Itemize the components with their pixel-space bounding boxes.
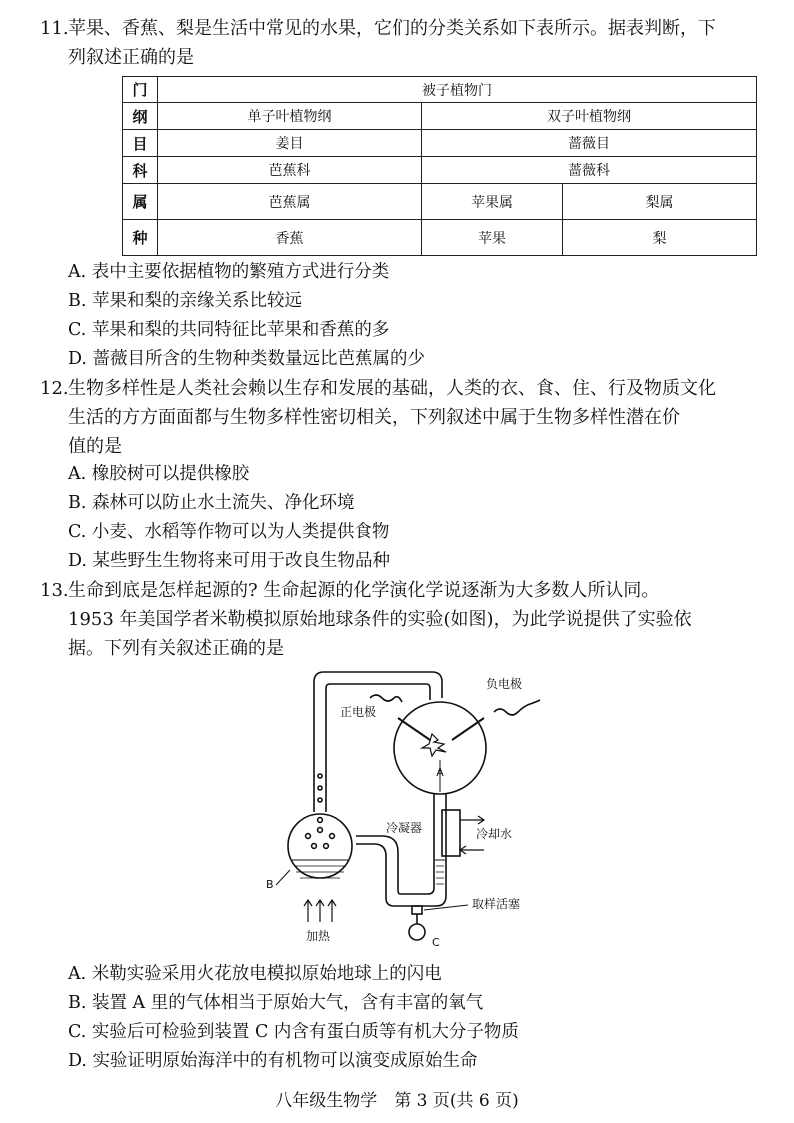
heat-arrow-icon [316,900,324,922]
leader-line [276,870,290,885]
table-cell: 苹果属 [422,184,563,220]
question-12-option-d: D. 某些野生生物将来可用于改良生物品种 [68,551,391,571]
table-header-species: 种 [123,220,158,256]
question-11-option-d: D. 蔷薇目所含的生物种类数量远比芭蕉属的少 [68,349,426,369]
question-11-stem [40,14,760,72]
bubble [312,844,317,849]
label-cooling-water: 冷却水 [476,827,513,841]
table-cell: 香蕉 [158,220,422,256]
bubble [318,774,322,778]
question-13-option-c: C. 实验后可检验到装置 C 内含有蛋白质等有机大分子物质 [68,1022,519,1042]
table-header-family: 科 [123,157,158,184]
flask-c [409,924,425,940]
table-row-phylum [123,77,757,103]
classification-table [122,76,757,256]
question-13-line2: 1953 年美国学者米勒模拟原始地球条件的实验(如图)，为此学说提供了实验依 [68,609,692,630]
page-footer: 八年级生物学 第 3 页(共 6 页) [275,1091,519,1111]
question-12-line2: 生活的方方面面都与生物多样性密切相关，下列叙述中属于生物多样性潜在价 [68,407,680,428]
question-13-option-d: D. 实验证明原始海洋中的有机物可以演变成原始生命 [68,1051,478,1071]
table-cell: 芭蕉科 [158,157,422,184]
table-row-family [123,157,757,184]
question-13-line1: 生命到底是怎样起源的? 生命起源的化学演化学说逐渐为大多数人所认同。 [68,580,660,601]
bubble [306,834,311,839]
table-cell: 姜目 [158,130,422,157]
question-13-stem [40,576,760,663]
label-c: C [432,936,440,949]
question-13-option-a: A. 米勒实验采用火花放电模拟原始地球上的闪电 [68,964,442,984]
question-11-number: 11. [40,18,69,39]
table-header-phylum: 门 [123,77,158,103]
question-11-option-a: A. 表中主要依据植物的繁殖方式进行分类 [68,262,390,282]
question-11-line2: 列叙述正确的是 [68,47,194,68]
table-cell: 被子植物门 [158,77,757,103]
u-tube-bottom [356,844,402,906]
bubble [318,828,323,833]
question-11-line1: 苹果、香蕉、梨是生活中常见的水果，它们的分类关系如下表所示。据表判断，下 [68,18,716,39]
label-negative-electrode: 负电极 [486,677,523,691]
question-13-number: 13. [40,580,69,601]
table-cell: 梨属 [563,184,757,220]
table-row-genus [123,184,757,220]
table-cell: 双子叶植物纲 [422,103,757,130]
label-positive-electrode: 正电极 [340,705,377,719]
table-row-class [123,103,757,130]
heat-arrow-icon [328,900,336,922]
table-cell: 梨 [563,220,757,256]
table-cell: 蔷薇科 [422,157,757,184]
question-12-number: 12. [40,378,69,399]
water-hatch [294,866,346,878]
heat-arrow-icon [304,900,312,922]
question-11-option-b: B. 苹果和梨的亲缘关系比较远 [68,291,302,311]
table-cell: 苹果 [422,220,563,256]
question-11-option-c: C. 苹果和梨的共同特征比苹果和香蕉的多 [68,320,390,340]
label-sampling-valve: 取样活塞 [472,897,521,911]
label-a: A [436,766,444,779]
question-12-stem [40,374,760,461]
question-13-line3: 据。下列有关叙述正确的是 [68,638,284,659]
bubble [330,834,335,839]
sampling-stopcock[interactable] [412,906,422,914]
condenser-jacket [442,810,460,856]
negative-wire [494,700,540,715]
label-heating: 加热 [306,929,331,943]
table-header-genus: 属 [123,184,158,220]
table-row-order [123,130,757,157]
label-b: B [266,878,274,891]
table-cell: 芭蕉属 [158,184,422,220]
table-header-class: 纲 [123,103,158,130]
question-12-line3: 值的是 [68,436,122,457]
question-13-option-b: B. 装置 A 里的气体相当于原始大气，含有丰富的氧气 [68,993,484,1013]
negative-electrode [452,718,484,740]
liquid-hatch [436,866,444,884]
table-row-species [123,220,757,256]
table-cell: 单子叶植物纲 [158,103,422,130]
bubble [318,818,323,823]
question-12-option-b: B. 森林可以防止水土流失、净化环境 [68,493,355,513]
question-12-option-c: C. 小麦、水稻等作物可以为人类提供食物 [68,522,390,542]
tube-left-inner [326,684,430,812]
table-header-order: 目 [123,130,158,157]
question-12-line1: 生物多样性是人类社会赖以生存和发展的基础，人类的衣、食、住、行及物质文化 [68,378,716,399]
flask-b [288,814,352,878]
label-condenser: 冷凝器 [386,821,423,835]
miller-experiment-diagram [262,660,562,960]
table-cell: 蔷薇目 [422,130,757,157]
bubble [324,844,329,849]
question-12-option-a: A. 橡胶树可以提供橡胶 [68,464,250,484]
bubble [318,798,322,802]
positive-wire [370,695,402,702]
bubble [318,786,322,790]
positive-electrode [398,718,430,740]
